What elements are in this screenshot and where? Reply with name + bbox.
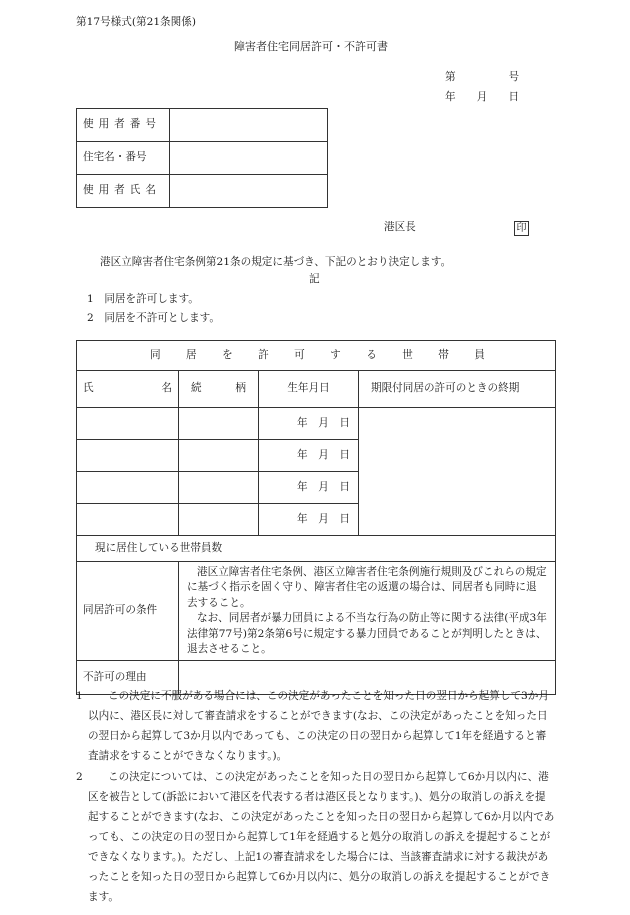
household-title: 同 居 を 許 可 す る 世 帯 員 bbox=[77, 341, 556, 371]
option-1 bbox=[87, 293, 199, 307]
user-number-label: 使用者番号 bbox=[77, 109, 170, 142]
date-label: 年 月 日 bbox=[445, 91, 520, 103]
doc-number-label: 第 号 bbox=[445, 71, 520, 83]
option-1-text: 同居を許可します。 bbox=[104, 293, 199, 305]
option-1-num: 1 bbox=[87, 293, 94, 305]
conditions-text-2: なお、同居者が暴力団員による不当な行為の防止等に関する法律(平成3年法律第77号)第2条第6号に規定する暴力団員であることが判明したときは、退去させること。 bbox=[187, 612, 547, 655]
row-4-relation[interactable] bbox=[179, 504, 259, 536]
row-1-name[interactable] bbox=[77, 408, 179, 440]
row-2-relation[interactable] bbox=[179, 440, 259, 472]
col-birth-header: 生年月日 bbox=[259, 371, 359, 408]
household-table bbox=[76, 340, 556, 695]
row-1-relation[interactable] bbox=[179, 408, 259, 440]
conditions-label: 同居許可の条件 bbox=[77, 562, 179, 661]
col-relation-header: 続 柄 bbox=[179, 371, 259, 408]
row-4-name[interactable] bbox=[77, 504, 179, 536]
decision-text: 港区立障害者住宅条例第21条の規定に基づき、下記のとおり決定します。 bbox=[100, 256, 452, 268]
current-count-label: 現に居住している世帯員数 bbox=[95, 541, 223, 554]
user-name-field[interactable] bbox=[170, 175, 328, 208]
option-2 bbox=[87, 312, 220, 326]
row-2-birth[interactable]: 年 月 日 bbox=[259, 440, 359, 472]
note-2-text: この決定については、この決定があったことを知った日の翌日から起算して6か月以内に、港区を被告として(訴訟において港区を代表する者は港区長となります。)、処分の取消しの訴えを提起することができます(なお、この決定があったことを知った日の翌日から起算して6か月以内であっても、この決定の日の翌日から起算して1年を経過すると処分の取消しの訴えを提起することができなくなります。)。ただし、上記1の審査請求をした場合には、当該審査請求に対する裁決があったことを知った日の翌日から起算して6か月以内に、処分の取消しの訴えを提起することができます。 bbox=[88, 771, 555, 903]
col-name-header: 氏 名 bbox=[77, 371, 179, 408]
row-3-birth[interactable]: 年 月 日 bbox=[259, 472, 359, 504]
conditions-text-1: 港区立障害者住宅条例、港区立障害者住宅条例施行規則及びこれらの規定に基づく指示を固く守り、障害者住宅の返還の場合は、同居者も同時に退去すること。 bbox=[187, 565, 547, 609]
current-count-row bbox=[77, 536, 556, 562]
user-number-field[interactable] bbox=[170, 109, 328, 142]
row-2-name[interactable] bbox=[77, 440, 179, 472]
note-1-num: 1 bbox=[76, 690, 83, 702]
housing-name-label: 住宅名・番号 bbox=[77, 142, 170, 175]
applicant-table bbox=[76, 108, 328, 208]
term-field[interactable] bbox=[359, 408, 556, 536]
form-number: 第17号様式(第21条関係) bbox=[76, 16, 196, 28]
conditions-cell bbox=[179, 562, 556, 661]
refusal-label: 不許可の理由 bbox=[77, 661, 179, 695]
ki-label: 記 bbox=[309, 273, 320, 285]
col-term-header: 期限付同居の許可のときの終期 bbox=[359, 371, 556, 408]
issuer-name: 港区長 bbox=[384, 221, 416, 233]
note-2 bbox=[76, 767, 556, 907]
note-1-text: この決定に不服がある場合には、この決定があったことを知った日の翌日から起算して3か月以内に、港区長に対して審査請求をすることができます(なお、この決定があったことを知った日の翌日から起算して3か月以内であっても、この決定の日の翌日から起算して1年を経過すると審査請求をすることができなくなります。)。 bbox=[88, 690, 549, 762]
seal-stamp: 印 bbox=[514, 221, 529, 236]
row-1-birth[interactable]: 年 月 日 bbox=[259, 408, 359, 440]
note-2-num: 2 bbox=[76, 771, 83, 783]
row-4-birth[interactable]: 年 月 日 bbox=[259, 504, 359, 536]
row-3-name[interactable] bbox=[77, 472, 179, 504]
user-name-label: 使用者氏名 bbox=[77, 175, 170, 208]
row-3-relation[interactable] bbox=[179, 472, 259, 504]
option-2-text: 同居を不許可とします。 bbox=[104, 312, 221, 324]
option-2-num: 2 bbox=[87, 312, 94, 324]
page-title: 障害者住宅同居許可・不許可書 bbox=[234, 40, 388, 53]
housing-name-field[interactable] bbox=[170, 142, 328, 175]
note-1 bbox=[76, 686, 556, 766]
